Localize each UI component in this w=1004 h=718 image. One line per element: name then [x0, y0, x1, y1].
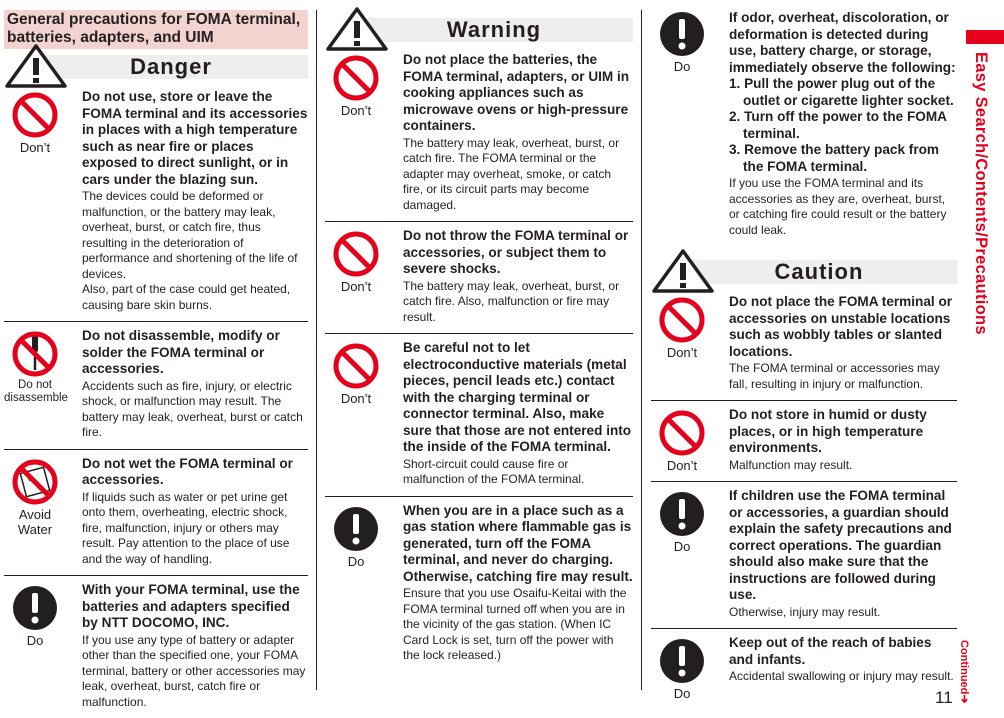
- item-text: Malfunction may result.: [729, 457, 853, 472]
- caution-item: [651, 288, 957, 401]
- icon-label: Don’t: [340, 279, 372, 294]
- warning-item: [325, 46, 633, 222]
- item-heading: With your FOMA terminal, use the batteries and adapters specified by NTT DOCOMO, INC.: [82, 582, 300, 630]
- icon-label: Do: [673, 686, 691, 701]
- icon-label: Do: [26, 633, 44, 648]
- item-heading: Be careful not to let electroconductive materials (metal pieces, pencil leads etc.) contact with the charging terminal or connector terminal. Also, make sure that those are not entered into the inside of the FOMA terminal.: [403, 340, 632, 454]
- prohibited-icon: [11, 91, 59, 139]
- item-text: Also, part of the case could get heated, causing bare skin burns.: [82, 282, 291, 312]
- warning-heading: Warning: [446, 17, 542, 42]
- item-text: Short-circuit could cause fire or malfunction of the FOMA terminal.: [403, 456, 585, 486]
- icon-label: Do: [673, 539, 691, 554]
- warning-band: [325, 18, 633, 42]
- item-heading: If odor, overheat, discoloration, or deformation is detected during use, battery charge, or storage, immediately observe the following:: [729, 10, 956, 75]
- danger-item: [4, 450, 308, 577]
- item-heading: Do not place the FOMA terminal or accessories on unstable locations such as wobbly tables or slanted locations.: [729, 294, 953, 359]
- item-text: If liquids such as water or pet urine get onto them, overheating, electric shock, fire, malfunction, injury or others may result. Pay attention to the place of use and the way of handling.: [82, 489, 290, 566]
- caution-heading: Caution: [774, 259, 864, 284]
- item-heading: Do not throw the FOMA terminal or accessories, or subject them to severe shocks.: [403, 228, 629, 276]
- mandatory-icon: [11, 584, 59, 632]
- item-text: Accidental swallowing or injury may result.: [729, 669, 954, 683]
- section-title: General precautions for FOMA terminal, batteries, adapters, and UIM: [4, 10, 308, 49]
- warning-item: [325, 497, 633, 672]
- continued-label: Continued➔: [958, 640, 970, 704]
- item-text: Accidents such as fire, injury, or electric shock, or malfunction may result. The battery may leak, overheat, burst or catch fire.: [82, 378, 303, 439]
- item-text: Otherwise, injury may result.: [729, 604, 881, 619]
- mandatory-icon: [332, 505, 380, 553]
- mandatory-icon: [658, 490, 706, 538]
- item-heading: Do not disassemble, modify or solder the FOMA terminal or accessories.: [82, 328, 280, 376]
- prohibited-icon: [332, 342, 380, 390]
- caution-item: [651, 482, 957, 629]
- item-text: The FOMA terminal or accessories may fall, resulting in injury or malfunction.: [729, 361, 940, 391]
- icon-label: Avoid Water: [17, 506, 53, 537]
- item-text: The battery may leak, overheat, burst, or catch fire. Also, malfunction or fire may result.: [403, 278, 620, 324]
- prohibited-icon: [658, 409, 706, 457]
- step-list: [729, 76, 957, 175]
- icon-label: Do: [673, 59, 691, 74]
- mandatory-icon: [658, 10, 706, 58]
- caution-item: [651, 401, 957, 482]
- section-tab-marker: [966, 30, 1004, 44]
- item-heading: Do not place the batteries, the FOMA terminal, adapters, or UIM in cooking appliances such as microwave ovens or high-pressure containers.: [403, 52, 630, 133]
- no-disassemble-icon: [11, 330, 59, 378]
- caution-band: [651, 260, 957, 284]
- step-item: 2. Turn off the power to the FOMA terminal.: [729, 109, 947, 141]
- item-heading: Do not store in humid or dusty places, or in high temperature environments.: [729, 407, 927, 455]
- item-text: The devices could be deformed or malfunction, or the battery may leak, overheat, burst, or catch fire, thus resulting in the deterioration of performance and shortening of the life of devices.: [82, 189, 298, 281]
- prohibited-icon: [658, 296, 706, 344]
- item-text: If you use the FOMA terminal and its accessories as they are, overheat, burst, or catching fire could result or the battery could leak.: [729, 176, 947, 237]
- column-divider: [316, 10, 317, 690]
- icon-label: Do not disassemble: [4, 379, 68, 404]
- item-heading: Do not use, store or leave the FOMA terminal and its accessories in places with a high temperature such as near fire or places exposed to direct sunlight, or in cars under the blazing sun.: [82, 89, 308, 187]
- danger-item: [4, 322, 308, 450]
- step-item: 1. Pull the power plug out of the outlet or cigarette lighter socket.: [729, 76, 954, 108]
- item-heading: When you are in a place such as a gas station where flammable gas is generated, turn off the FOMA terminal, and never do charging. Otherwise, catching fire may result.: [403, 502, 633, 584]
- icon-label: Don’t: [666, 345, 698, 360]
- column-middle: [325, 10, 633, 672]
- item-heading: Do not wet the FOMA terminal or accessories.: [82, 455, 293, 487]
- page-number: 11: [935, 688, 953, 707]
- prohibited-icon: [332, 54, 380, 102]
- icon-label: Don’t: [340, 391, 372, 406]
- warning-item: [651, 10, 957, 246]
- icon-label: Don’t: [19, 140, 51, 155]
- icon-label: Don’t: [666, 458, 698, 473]
- item-heading: If children use the FOMA terminal or accessories, a guardian should explain the safety precautions and correct operations. The guardian should also make sure that the instructions are followed during use.: [729, 488, 952, 602]
- section-tab-label[interactable]: Easy Search/Contents/Precautions: [972, 52, 990, 335]
- item-text: The battery may leak, overheat, burst, or catch fire. The FOMA terminal or the adapter may overheat, smoke, or catch fire, or its circuit parts may become damaged.: [403, 135, 620, 212]
- icon-label: Do: [347, 553, 365, 569]
- prohibited-icon: [332, 230, 380, 278]
- danger-item: [4, 576, 308, 718]
- mandatory-icon: [658, 637, 706, 685]
- warning-item: [325, 222, 633, 334]
- icon-label: Don’t: [340, 103, 372, 118]
- column-divider: [641, 10, 642, 690]
- avoid-water-icon: [11, 458, 59, 506]
- item-heading: Keep out of the reach of babies and infants.: [729, 635, 932, 667]
- warning-item: [325, 334, 633, 497]
- danger-band: [4, 55, 308, 79]
- step-item: 3. Remove the battery pack from the FOMA terminal.: [729, 142, 940, 174]
- danger-item: [4, 83, 308, 322]
- item-text: Ensure that you use Osaifu-Keitai with the FOMA terminal turned off when you are in the vicinity of the gas station. (When IC Card Lock is set, turn off the power with the lock released.): [403, 586, 627, 662]
- danger-heading: Danger: [130, 54, 212, 79]
- item-text: If you use any type of battery or adapter other than the specified one, your FOMA terminal, battery or other accessories may leak, overheat, burst, catch fire or malfunction.: [82, 632, 306, 709]
- column-left: [4, 10, 308, 718]
